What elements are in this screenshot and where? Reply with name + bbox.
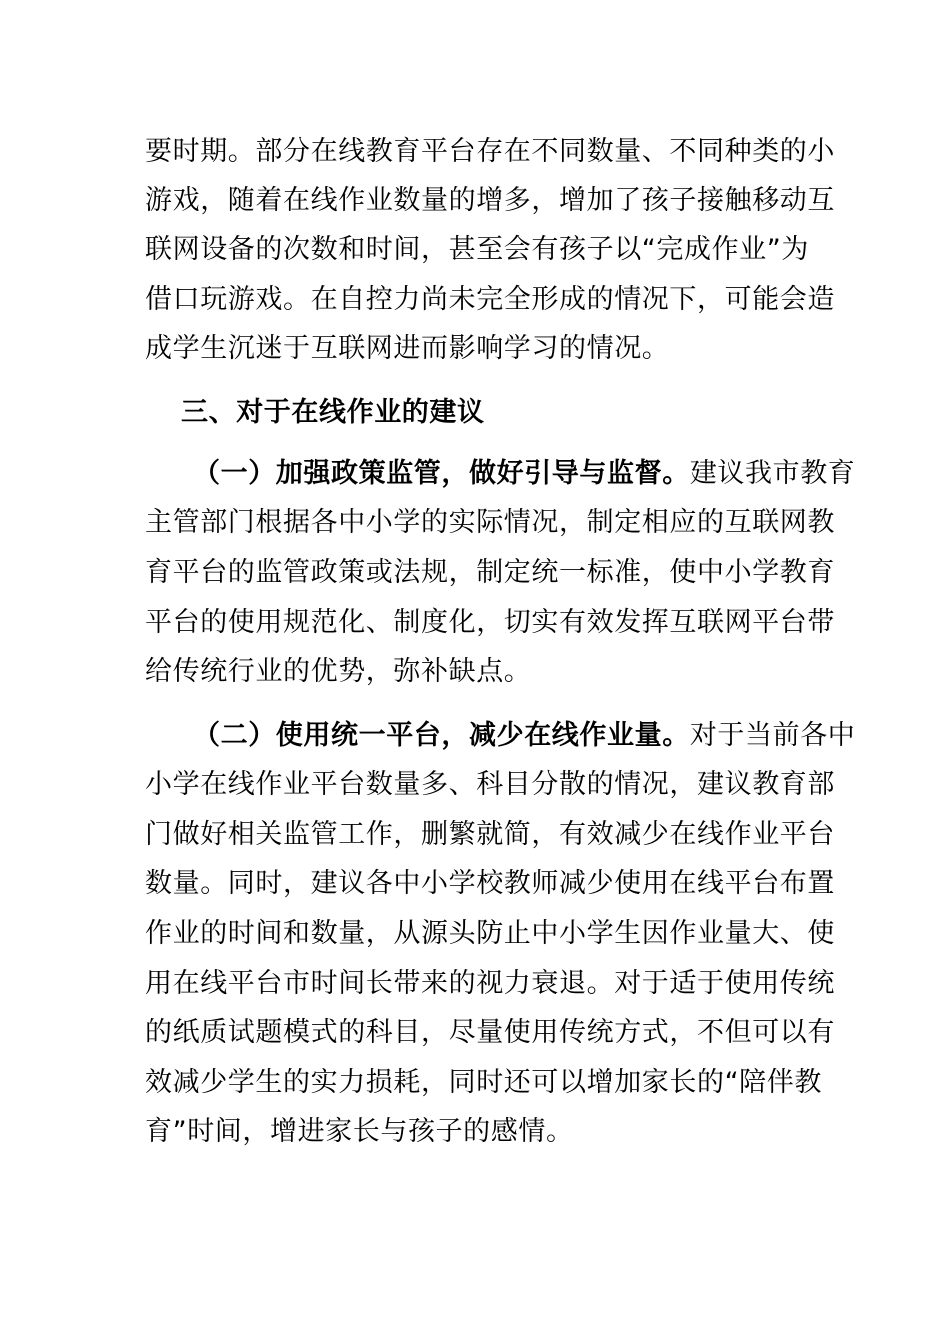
paragraph-line: 门做好相关监管工作，删繁就简，有效减少在线作业平台 [145,819,835,850]
paragraph-line: 成学生沉迷于互联网进而影响学习的情况。 [145,333,670,364]
paragraph-line: 育”时间，增进家长与孩子的感情。 [145,1116,574,1147]
paragraph-line: 作业的时间和数量，从源头防止中小学生因作业量大、使 [145,918,835,949]
suggestion-2-lead: （二）使用统一平台，减少在线作业量。 [193,720,690,751]
paragraph-line: 数量。同时，建议各中小学校教师减少使用在线平台布置 [145,868,835,899]
section-heading: 三、对于在线作业的建议 [181,397,485,428]
suggestion-2-first-line-rest: 对于当前各中 [689,720,856,751]
paragraph-line: 游戏，随着在线作业数量的增多，增加了孩子接触移动互 [145,185,835,216]
paragraph-line: 联网设备的次数和时间，甚至会有孩子以“完成作业”为 [145,234,809,265]
paragraph-line: 给传统行业的优势，弥补缺点。 [145,656,532,687]
suggestion-1-lead: （一）加强政策监管，做好引导与监督。 [193,458,690,489]
paragraph-line: 育平台的监管政策或法规，制定统一标准，使中小学教育 [145,557,835,588]
paragraph-line: 要时期。部分在线教育平台存在不同数量、不同种类的小 [145,136,835,167]
suggestion-1-first-line [193,454,855,494]
paragraph-line: 小学在线作业平台数量多、科目分散的情况，建议教育部 [145,769,835,800]
paragraph-line: 平台的使用规范化、制度化，切实有效发挥互联网平台带 [145,607,835,638]
paragraph-line: 效减少学生的实力损耗，同时还可以增加家长的“陪伴教 [145,1067,822,1098]
paragraph-line: 主管部门根据各中小学的实际情况，制定相应的互联网教 [145,507,835,538]
paragraph-line: 用在线平台市时间长带来的视力衰退。对于适于使用传统 [145,968,835,999]
paragraph-line: 的纸质试题模式的科目，尽量使用传统方式，不但可以有 [145,1017,835,1048]
suggestion-1-first-line-rest: 建议我市教育 [689,458,856,489]
suggestion-2-first-line [193,716,855,756]
paragraph-line: 借口玩游戏。在自控力尚未完全形成的情况下，可能会造 [145,284,835,315]
